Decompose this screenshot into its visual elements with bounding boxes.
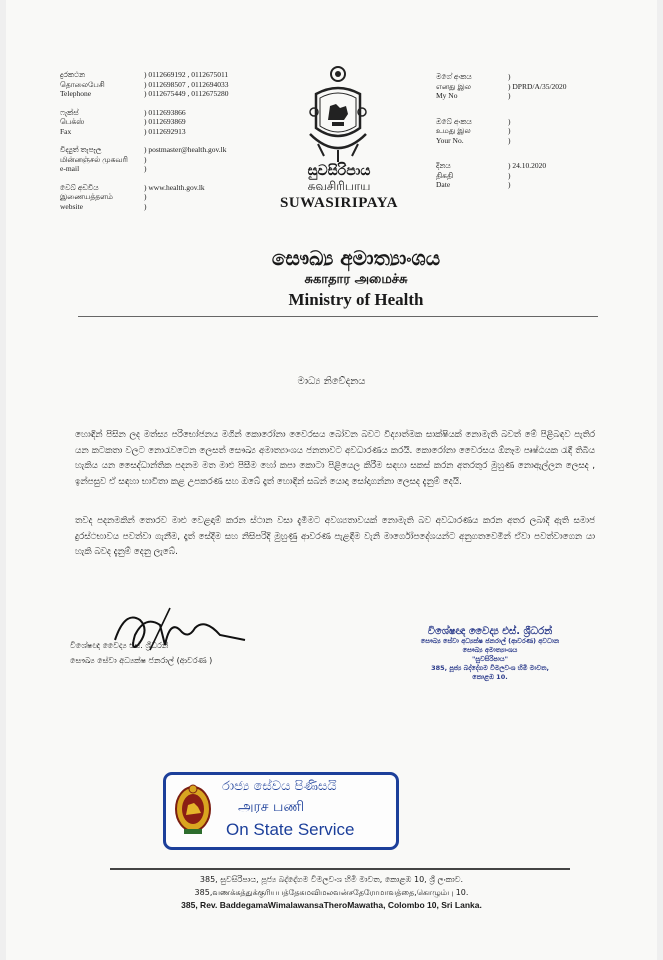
stamp-ministry: සෞඛ්‍ය අමාත්‍යාංශය [462,646,518,654]
web-label-en: website [60,201,83,211]
web-label-si: වෙබ් අඩවිය [60,182,99,192]
email-label-en: e-mail [60,164,80,173]
footer-sinhala: 385, සුවසිරිපාය, පූජ්‍ය බද්දේගම විමලවංශ හිමි මාවත, කොළඹ 10, ශ්‍රී ලංකාව. [199,875,464,884]
signatory-block [70,638,212,668]
yourno-value-3: ) [508,135,511,145]
yourno-value-1: ) [508,116,511,126]
footer-english: 385, Rev. BaddegamaWimalawansaTheroMawatha, Colombo 10, Sri Lanka. [181,900,482,910]
notice-paragraph-2: තවද පදනමකින් තොරව මාළු වෙළඳාම් කරන ස්ථාන වසා දැමීමට අවශ්‍යතාවයක් නොමැති බව අවධාරණය කරන අතර ලබාදී ඇති සමාජ දුරස්ථභාවය පවත්වා ගැනීම, දෑත් සේදීම සහ නිසිපරිදි මුහුණු ආවරණ පැළඳීම වැනි මාර්ගෝපදේශයන්ට අනුගතවෙමින් ඒවා පවත්වාගෙන යා හැකි බවද දැනුම් දෙනු ලැබේ. [75,516,595,557]
brand-sinhala: සුවසිරිපාය [307,163,371,179]
state-service-english: On State Service [226,820,355,839]
phone-label-ta: தொலைபேசி [60,79,105,89]
phone-value-1: ) 0112669192 , 0112675011 [144,70,229,79]
yourno-label-en: Your No. [436,135,464,145]
date-value: ) 24.10.2020 [508,161,547,170]
web-label-ta: இணையத்தளம் [60,192,113,201]
footer-tamil: 385,வணக்கத்துக்குரியபத்தேகமவிமலவன்சதேரோமாவத்தை,கொழும்பு 10. [194,888,469,897]
ministry-heading [206,246,506,310]
fax-label-en: Fax [60,126,72,136]
phone-label-si: දුරකථන [60,70,86,79]
date-label-si: දිනය [436,161,451,170]
phone-label-en: Telephone [60,89,92,98]
sri-lanka-emblem-icon [306,64,370,164]
email-label-si: විද්‍යුත් තැපෑල [60,145,102,154]
myno-value-1: ) [508,72,511,81]
state-emblem-icon [174,783,212,837]
web-value-3: ) [144,201,147,211]
footer-divider [110,868,570,870]
suwasiripaya-brand [264,163,414,212]
web-value-2: ) [144,192,147,201]
brand-english: SUWASIRIPAYA [280,195,398,211]
yourno-value-2: ) [508,126,511,135]
phone-value-2: ) 0112698507 , 0112694033 [144,79,229,89]
myno-label-en: My No [436,91,458,100]
myno-label-ta: எனது இல [436,81,472,91]
notice-title: මාධ්‍ය නිවේදනය [297,376,366,387]
stamp-title: සෞඛ්‍ය සේවා අධ්‍යක්ෂ ජනරාල් (ආවරණ) අවධාන [420,637,560,645]
date-label-ta: திகதி [436,170,454,180]
ministry-sinhala: සෞඛ්‍ය අමාත්‍යාංශය [271,246,441,270]
state-service-tamil: அரச பணி [238,799,305,815]
stamp-name: විශේෂඥ වෛද්‍ය එස්. ශ්‍රීධරන් [427,626,553,637]
date-label-en: Date [436,180,451,189]
web-value: ) www.health.gov.lk [144,182,205,192]
email-value: ) postmaster@health.gov.lk [144,145,227,154]
email-value-2: ) [144,154,147,164]
on-state-service-badge [163,772,399,850]
yourno-label-ta: உமது இல [436,126,471,135]
email-value-3: ) [144,164,147,173]
phone-value-3: ) 0112675449 , 0112675280 [144,89,229,98]
reference-block [436,72,567,190]
ministry-tamil: சுகாதார அமைச்சு [304,272,408,287]
signatory-name: විශේෂඥ වෛද්‍ය එස්. ශ්‍රීධරන් [70,641,169,650]
notice-paragraph-1: හොඳින් පිසින ලද මත්ස්‍ය පරිභෝජනය මගින් කොරෝනා වෛරසය බෝවන බවට විද්‍යාත්මක සාක්ෂියක් නොමැති බවත් මේ පිළිබඳව පැතිර යන කටකතා වලට නොරැවටෙන ලෙසත් සෞඛ්‍ය අමාත්‍යාංශය ජනතාවට අවධාරණය කරයි. කොරෝනා වෛරසය ඕනෑම පෘෂ්ඨයක රැඳී තිබිය හැකිය යන සෛද්ධාන්තික පදනම මත මාළු පිසීම හෝ කපා කොටා පිළියෙල කිරීම සඳහා සකස් කරන අතරතුර මුහුණ නොඇල්ලන ලෙසද , ඉන්පසුව ඒ සඳහා භාවිතා කළ උපකරණ සහ ඔබේ දෑත් හොඳින් සබන් යොදා සෝදාගන්නා ලෙසද දැනුම් දෙයි. [75,430,595,487]
state-service-sinhala: රාජ්‍ය සේවය පිණිසයි [222,779,337,794]
header-divider [78,316,598,317]
email-label-ta: மின்னஞ்சல் முகவரி [60,154,128,164]
contact-block [60,70,228,211]
myno-value: ) DPRD/A/35/2020 [508,81,567,91]
fax-label-si: ෆැක්ස් [60,107,79,117]
myno-label-si: මගේ අංකය [436,72,472,81]
fax-value-1: ) 0112693866 [144,107,186,117]
brand-tamil: சுவசிரிபாய [307,179,371,193]
date-value-2: ) [508,170,511,180]
fax-value-3: ) 0112692913 [144,126,186,136]
date-value-3: ) [508,180,511,189]
signatory-title: සෞඛ්‍ය සේවා අධ්‍යක්ෂ ජනරාල් (ආවරණ ) [70,656,213,665]
fax-label-ta: பெக்ஸ் [60,117,85,126]
stamp-address: 385, පූජ්‍ය බද්දේගම විමලවංශ හිමි මාවත, [431,664,549,672]
official-stamp [365,626,615,682]
myno-value-3: ) [508,91,511,100]
fax-value-2: ) 0112693869 [144,117,186,126]
stamp-building: "සුවසිරිපාය" [472,655,508,663]
footer-address [0,873,663,912]
ministry-english: Ministry of Health [288,290,424,309]
stamp-city: කොළඹ 10. [472,673,508,681]
yourno-label-si: ඔබේ අංකය [436,116,472,126]
